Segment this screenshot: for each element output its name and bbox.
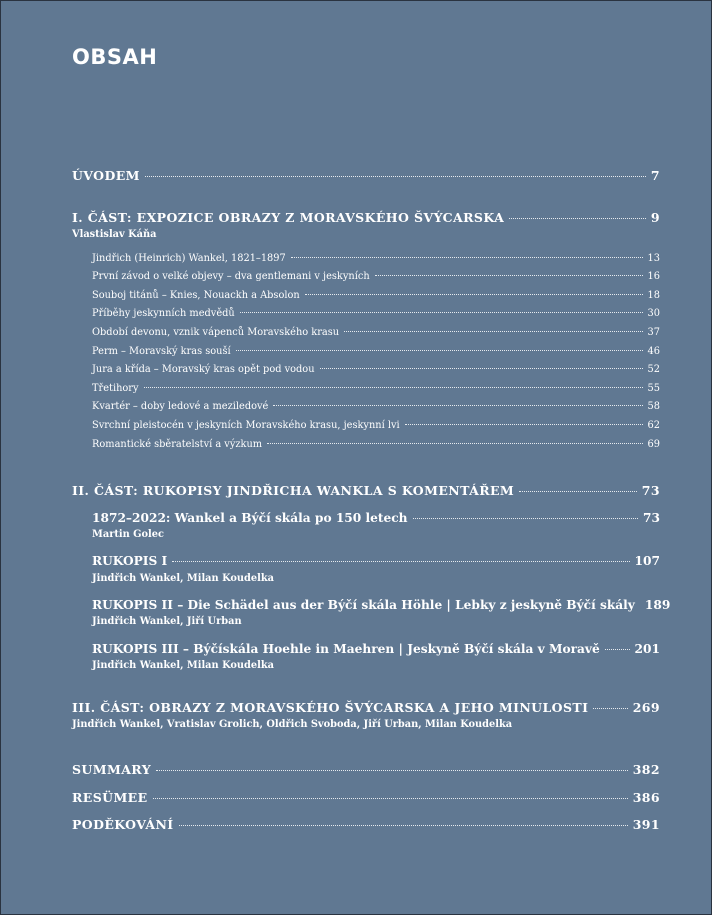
toc-entry-label: Souboj titánů – Knies, Nouackh a Absolon <box>92 290 300 301</box>
leader-dots <box>509 218 646 219</box>
toc-entry-label: Kvartér – doby ledové a meziledové <box>92 401 269 412</box>
leader-dots <box>172 561 629 562</box>
toc-entry-page: 391 <box>632 817 660 832</box>
leader-dots <box>291 257 643 258</box>
toc-entry-page: 13 <box>647 253 660 264</box>
toc-entry-label: Jindřich (Heinrich) Wankel, 1821–1897 <box>92 253 286 264</box>
toc-entry-page: 16 <box>647 271 660 282</box>
leader-dots <box>305 294 643 295</box>
toc-subentry[interactable] <box>92 327 660 338</box>
leader-dots <box>519 491 637 492</box>
toc-entry-label: 1872–2022: Wankel a Býčí skála po 150 letech <box>92 511 408 525</box>
toc-entry-uvodem[interactable] <box>72 168 660 183</box>
toc-entry-page: 7 <box>650 168 660 183</box>
toc-entry-label: PODĚKOVÁNÍ <box>72 817 174 832</box>
toc-entry-label: Svrchní pleistocén v jeskyních Moravského krasu, jeskynní lvi <box>92 420 400 431</box>
toc-subentry[interactable] <box>92 439 660 450</box>
entry-author: Jindřich Wankel, Milan Koudelka <box>92 660 274 671</box>
toc-entry-part2-item[interactable] <box>92 642 660 656</box>
entry-author: Jindřich Wankel, Milan Koudelka <box>92 573 274 584</box>
leader-dots <box>593 708 627 709</box>
toc-entry-page: 30 <box>647 308 660 319</box>
toc-entry-label: I. ČÁST: EXPOZICE OBRAZY Z MORAVSKÉHO ŠVÝCARSKA <box>72 210 505 225</box>
toc-entry-page: 18 <box>647 290 660 301</box>
toc-entry-page: 189 <box>644 598 671 612</box>
toc-entry-label: Jura a křída – Moravský kras opět pod vodou <box>92 364 315 375</box>
toc-entry-label: ÚVODEM <box>72 168 140 183</box>
toc-entry-page: 73 <box>643 511 660 525</box>
part3-author: Jindřich Wankel, Vratislav Grolich, Oldřich Svoboda, Jiří Urban, Milan Koudelka <box>72 719 513 730</box>
toc-subentry[interactable] <box>92 383 660 394</box>
toc-subentry[interactable] <box>92 364 660 375</box>
toc-entry-page: 269 <box>632 700 660 715</box>
toc-entry-page: 52 <box>647 364 660 375</box>
leader-dots <box>320 368 643 369</box>
toc-entry-page: 69 <box>647 439 660 450</box>
leader-dots <box>179 825 628 826</box>
toc-entry-part2-item[interactable] <box>92 554 660 568</box>
toc-entry-part2-item[interactable] <box>92 511 660 525</box>
leader-dots <box>145 176 646 177</box>
toc-entry-label: RUKOPIS II – Die Schädel aus der Býčí skála Höhle | Lebky z jeskyně Býčí skály <box>92 598 635 612</box>
leader-dots <box>144 387 643 388</box>
leader-dots <box>240 312 643 313</box>
leader-dots <box>405 424 643 425</box>
toc-entry-part3[interactable] <box>72 700 660 715</box>
leader-dots <box>413 518 638 519</box>
part1-author: Vlastislav Káňa <box>72 229 157 240</box>
toc-entry-page: 58 <box>647 401 660 412</box>
toc-subentry[interactable] <box>92 308 660 319</box>
toc-subentry[interactable] <box>92 290 660 301</box>
leader-dots <box>605 649 630 650</box>
toc-subentry[interactable] <box>92 271 660 282</box>
toc-entry-page: 201 <box>634 642 660 656</box>
toc-entry-label: II. ČÁST: RUKOPISY JINDŘICHA WANKLA S KOMENTÁŘEM <box>72 483 515 498</box>
toc-entry-page: 9 <box>650 210 660 225</box>
toc-entry-page: 107 <box>634 554 660 568</box>
leader-dots <box>153 798 628 799</box>
leader-dots <box>344 331 642 332</box>
toc-entry-label: První závod o velké objevy – dva gentlemani v jeskyních <box>92 271 370 282</box>
toc-subentry[interactable] <box>92 401 660 412</box>
leader-dots <box>236 350 643 351</box>
toc-entry-label: Perm – Moravský kras souší <box>92 346 231 357</box>
leader-dots <box>156 770 628 771</box>
entry-author: Jindřich Wankel, Jiří Urban <box>92 616 242 627</box>
leader-dots <box>375 275 643 276</box>
toc-entry-label: RUKOPIS III – Býčískála Hoehle in Maehren | Jeskyně Býčí skála v Moravě <box>92 642 600 656</box>
toc-entry-page: 382 <box>632 762 660 777</box>
toc-subentry[interactable] <box>92 253 660 264</box>
toc-entry-page: 37 <box>647 327 660 338</box>
toc-entry-page: 386 <box>632 790 660 805</box>
toc-subentry[interactable] <box>92 420 660 431</box>
page-title: OBSAH <box>72 45 158 69</box>
toc-entry-label: Třetihory <box>92 383 139 394</box>
toc-entry-label: III. ČÁST: OBRAZY Z MORAVSKÉHO ŠVÝCARSKA A JEHO MINULOSTI <box>72 700 589 715</box>
leader-dots <box>273 405 642 406</box>
toc-subentry[interactable] <box>92 346 660 357</box>
leader-dots <box>267 443 642 444</box>
toc-entry-label: RESÜMEE <box>72 790 148 805</box>
toc-entry-resumee[interactable] <box>72 790 660 805</box>
toc-entry-summary[interactable] <box>72 762 660 777</box>
toc-entry-part1[interactable] <box>72 210 660 225</box>
toc-entry-page: 55 <box>647 383 660 394</box>
toc-entry-page: 73 <box>641 483 660 498</box>
toc-entry-part2-item[interactable] <box>92 598 671 612</box>
toc-entry-label: SUMMARY <box>72 762 152 777</box>
toc-entry-page: 62 <box>647 420 660 431</box>
toc-entry-podekovani[interactable] <box>72 817 660 832</box>
entry-author: Martin Golec <box>92 529 164 540</box>
toc-entry-label: RUKOPIS I <box>92 554 168 568</box>
toc-entry-label: Období devonu, vznik vápenců Moravského krasu <box>92 327 340 338</box>
toc-entry-part2[interactable] <box>72 483 660 498</box>
toc-entry-page: 46 <box>647 346 660 357</box>
toc-entry-label: Příběhy jeskynních medvědů <box>92 308 235 319</box>
toc-entry-label: Romantické sběratelství a výzkum <box>92 439 263 450</box>
